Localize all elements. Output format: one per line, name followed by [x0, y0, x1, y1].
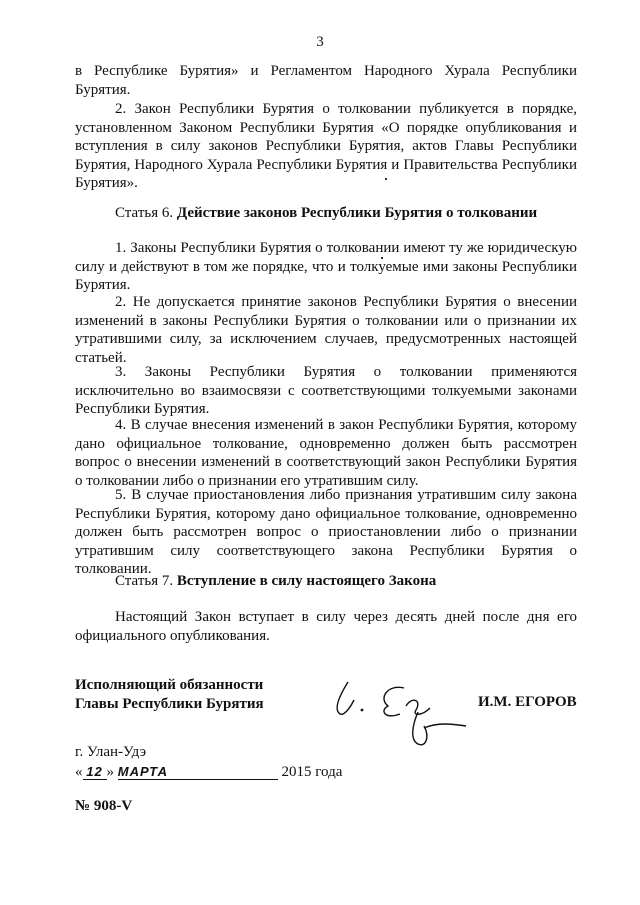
- date-year: 2015 года: [281, 764, 343, 780]
- signing-date: [75, 764, 342, 781]
- article-6-item-5: 5. В случае приостановления либо признания утратившим силу закона Республики Бурятия, которому дано официальное толкование, одновременно должен быть рассмотрен вопрос о приостановлении либо о признании утратившим силу соответствующего закона Республики Бурятия о толковании.: [75, 487, 577, 578]
- article-7-text: Настоящий Закон вступает в силу через десять дней после дня его официального опубликования.: [75, 609, 577, 644]
- scan-speck: [385, 178, 387, 180]
- article-7-title: Вступление в силу настоящего Закона: [176, 573, 437, 589]
- article-6-item-1: 1. Законы Республики Бурятия о толковании имеют ту же юридическую силу и действуют в том же порядке, что и толкуемые ими законы Республики Бурятия.: [75, 240, 577, 294]
- signatory-title: [75, 676, 264, 714]
- signatory-name: И.М. ЕГОРОВ: [478, 694, 577, 710]
- article-6-item-3: 3. Законы Республики Бурятия о толковании применяются исключительно во взаимосвязи с соответствующими толкуемыми законами Республики Бурятия.: [75, 364, 577, 418]
- article-6-prefix: Статья 6.: [115, 205, 174, 221]
- signatory-title-line-1: Исполняющий обязанности: [75, 677, 264, 693]
- handwritten-signature: [326, 670, 476, 750]
- paragraph-continuation: в Республике Бурятия» и Регламентом Народного Хурала Республики Бурятия.: [75, 63, 577, 98]
- article-6-item-2: 2. Не допускается принятие законов Республики Бурятия о внесении изменений в законы Республики Бурятия о толковании или о признании их утратившими силу, за исключением случаев, предусмотренных настоящей статьей.: [75, 294, 577, 366]
- article-6-title: Действие законов Республики Бурятия о толковании: [176, 205, 538, 221]
- date-close-quote: »: [106, 764, 114, 780]
- date-month: МАРТА: [118, 764, 278, 780]
- scan-speck: [381, 257, 383, 259]
- document-number: № 908-V: [75, 798, 133, 814]
- paragraph-publication: 2. Закон Республики Бурятия о толковании публикуется в порядке, установленном Законом Республики Бурятия «О порядке опубликования и вступления в силу законов Республики Бурятия, актов Главы Республики Бурятия, Народного Хурала Республики Бурятия и Правительства Республики Бурятия».: [75, 101, 577, 192]
- article-7-heading: [115, 573, 436, 590]
- date-open-quote: «: [75, 764, 83, 780]
- place-of-signing: г. Улан-Удэ: [75, 744, 147, 760]
- signatory-title-line-2: Главы Республики Бурятия: [75, 696, 264, 712]
- page-number: 3: [316, 34, 324, 50]
- article-6-item-4: 4. В случае внесения изменений в закон Республики Бурятия, которому дано официальное толкование, одновременно должен быть рассмотрен вопрос о внесении изменений в соответствующий закон Республики Бурятия о толковании либо о признании его утратившим силу.: [75, 417, 577, 489]
- date-day: 12: [83, 764, 107, 780]
- article-7-prefix: Статья 7.: [115, 573, 174, 589]
- article-6-heading: [115, 205, 537, 222]
